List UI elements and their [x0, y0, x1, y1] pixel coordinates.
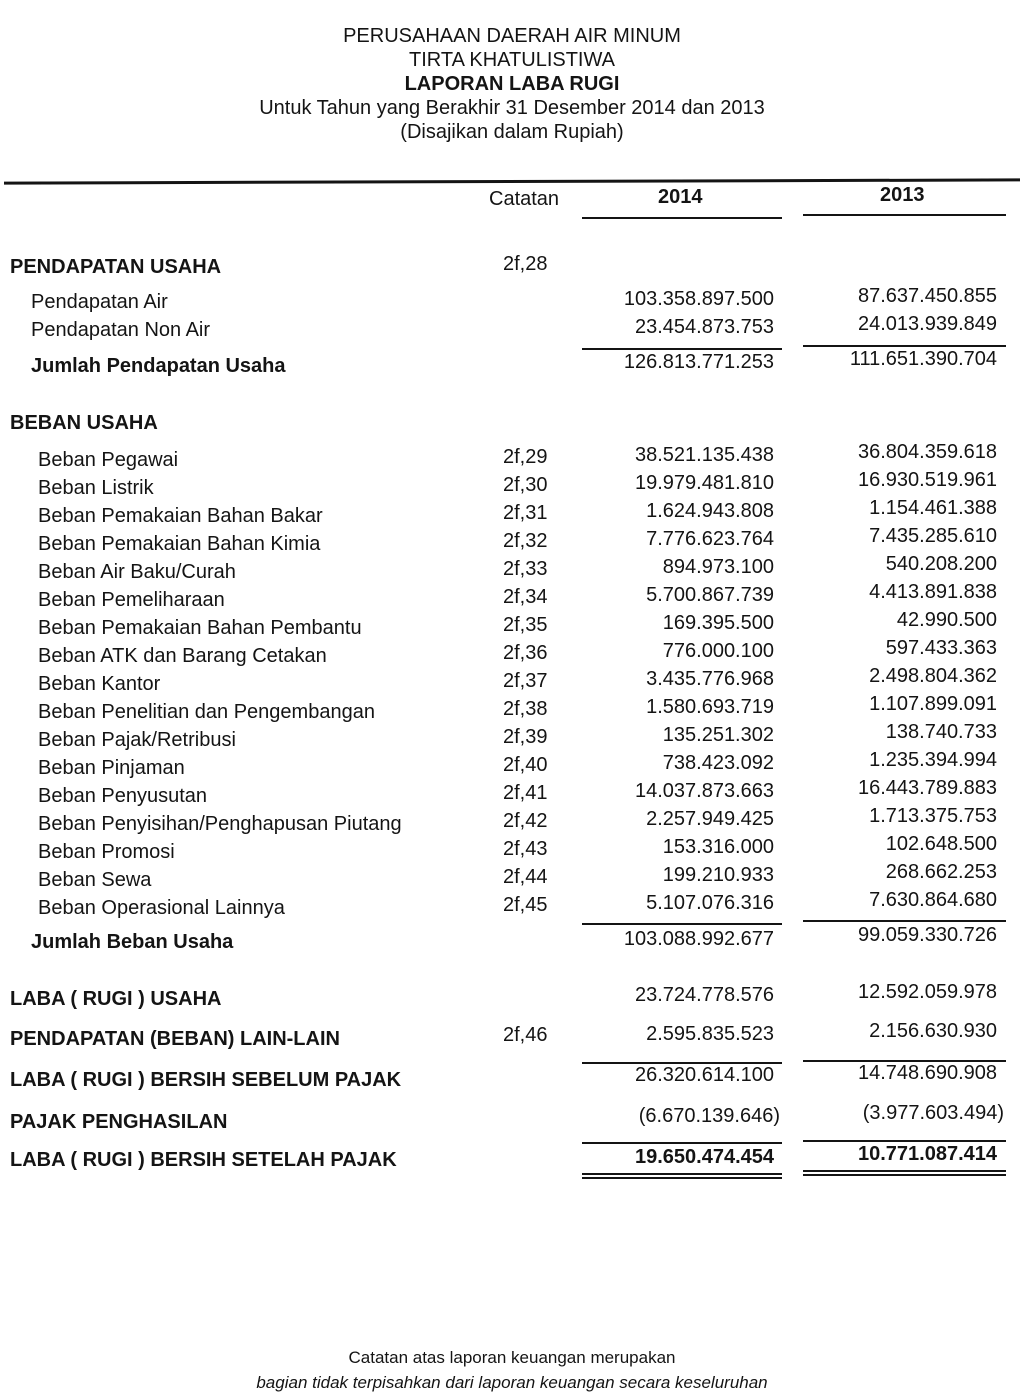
row-value-2014: 7.776.623.764	[646, 528, 774, 550]
row-note: 2f,30	[503, 474, 548, 496]
row-label: Beban Listrik	[38, 477, 154, 499]
report-currency: (Disajikan dalam Rupiah)	[400, 121, 624, 143]
sum-line-2013	[803, 920, 1006, 922]
row-value-2013: 1.713.375.753	[869, 805, 997, 827]
row-beban-item	[0, 581, 1024, 615]
row-value-2013: 42.990.500	[896, 609, 997, 631]
row-note: 2f,38	[503, 698, 548, 720]
column-header-2014: 2014	[658, 186, 703, 208]
row-value-2013: 99.059.330.726	[857, 924, 997, 946]
row-beban-item	[0, 693, 1024, 727]
row-value-2014: 5.700.867.739	[646, 584, 774, 606]
double-underline-2014	[582, 1173, 782, 1175]
row-value-2014: 14.037.873.663	[634, 780, 774, 802]
row-value-2013: 16.443.789.883	[857, 777, 997, 799]
row-note: 2f,28	[503, 253, 548, 275]
row-value-2013: 16.930.519.961	[857, 469, 997, 491]
row-note: 2f,40	[503, 754, 548, 776]
row-beban-item	[0, 525, 1024, 559]
row-value-2014: 103.358.897.500	[623, 288, 774, 310]
row-value-2013: 1.107.899.091	[869, 693, 997, 715]
row-label: Beban Pemakaian Bahan Kimia	[38, 533, 321, 555]
row-beban-item	[0, 609, 1024, 643]
row-label: Beban Kantor	[38, 673, 161, 695]
row-value-2013: 7.630.864.680	[869, 889, 997, 911]
report-header	[0, 24, 1024, 144]
row-label: Jumlah Pendapatan Usaha	[31, 355, 286, 377]
row-label: Beban Air Baku/Curah	[38, 561, 236, 583]
row-pajak-penghasilan	[0, 1102, 1024, 1137]
row-value-2013: (3.977.603.494)	[862, 1102, 1004, 1124]
row-label: PAJAK PENGHASILAN	[10, 1111, 228, 1133]
row-value-2013: 14.748.690.908	[857, 1062, 997, 1084]
row-note: 2f,33	[503, 558, 548, 580]
row-note: 2f,29	[503, 446, 548, 468]
row-note: 2f,43	[503, 838, 548, 860]
row-value-2013: 10.771.087.414	[857, 1143, 997, 1165]
row-value-2014: 1.624.943.808	[646, 500, 774, 522]
row-value-2013: 597.433.363	[885, 637, 997, 659]
report-period: Untuk Tahun yang Berakhir 31 Desember 2014 dan 2013	[259, 97, 765, 119]
row-value-2014: 3.435.776.968	[646, 668, 774, 690]
row-label: Beban Pemakaian Bahan Pembantu	[38, 617, 362, 639]
row-value-2014: 2.595.835.523	[646, 1023, 774, 1045]
section-beban-usaha	[0, 412, 1024, 438]
company-subname: TIRTA KHATULISTIWA	[409, 49, 615, 71]
row-note: 2f,31	[503, 502, 548, 524]
row-value-2013: 138.740.733	[885, 721, 997, 743]
column-header-note: Catatan	[489, 188, 560, 210]
row-label: PENDAPATAN (BEBAN) LAIN-LAIN	[10, 1028, 340, 1050]
footer-note-line1: Catatan atas laporan keuangan merupakan	[348, 1348, 676, 1367]
row-note: 2f,46	[503, 1024, 548, 1046]
row-value-2014: 776.000.100	[662, 640, 774, 662]
row-value-2014: 23.454.873.753	[634, 316, 774, 338]
row-value-2014: 5.107.076.316	[646, 892, 774, 914]
row-value-2013: 268.662.253	[885, 861, 997, 883]
row-value-2013: 2.498.804.362	[869, 665, 997, 687]
row-pendapatan-lain-lain	[0, 1020, 1024, 1054]
row-value-2014: 169.395.500	[662, 612, 774, 634]
row-value-2014: 19.979.481.810	[634, 472, 774, 494]
sum-line-2014	[582, 348, 782, 350]
company-name: PERUSAHAAN DAERAH AIR MINUM	[343, 25, 681, 47]
row-value-2014: 19.650.474.454	[634, 1146, 774, 1168]
row-laba-rugi-usaha	[0, 981, 1024, 1014]
row-label: Beban Pemakaian Bahan Bakar	[38, 505, 323, 527]
row-value-2014: 38.521.135.438	[634, 444, 774, 466]
row-label: PENDAPATAN USAHA	[10, 256, 222, 278]
row-label: Beban Sewa	[38, 869, 152, 891]
row-note: 2f,35	[503, 614, 548, 636]
double-underline-2014	[582, 1177, 782, 1179]
row-value-2013: 12.592.059.978	[857, 981, 997, 1003]
row-label: LABA ( RUGI ) BERSIH SETELAH PAJAK	[10, 1149, 397, 1171]
row-value-2014: 135.251.302	[662, 724, 774, 746]
row-value-2013: 111.651.390.704	[849, 348, 997, 370]
row-note: 2f,42	[503, 810, 548, 832]
double-underline-2013	[803, 1174, 1006, 1176]
sum-line-2014	[582, 1142, 782, 1144]
row-note: 2f,39	[503, 726, 548, 748]
row-value-2014: 23.724.778.576	[634, 984, 774, 1006]
column-underline-2013	[803, 214, 1006, 216]
row-label: Beban ATK dan Barang Cetakan	[38, 645, 327, 667]
sum-line-2013	[803, 345, 1006, 347]
row-note: 2f,44	[503, 866, 548, 888]
row-value-2014: 1.580.693.719	[646, 696, 774, 718]
row-value-2013: 2.156.630.930	[869, 1020, 997, 1042]
row-beban-item	[0, 805, 1024, 839]
footer-note-line2: bagian tidak terpisahkan dari laporan keuangan secara keseluruhan	[256, 1373, 768, 1392]
row-value-2013: 540.208.200	[885, 553, 997, 575]
row-label: Beban Pinjaman	[38, 757, 185, 779]
row-value-2014: 199.210.933	[662, 864, 774, 886]
row-note: 2f,34	[503, 586, 548, 608]
row-value-2014: 738.423.092	[662, 752, 774, 774]
section-pendapatan-usaha	[0, 253, 1024, 282]
row-label: Beban Penelitian dan Pengembangan	[38, 701, 375, 723]
row-jumlah-pendapatan-usaha	[0, 348, 1024, 381]
row-beban-item	[0, 833, 1024, 867]
double-underline-2013	[803, 1170, 1006, 1172]
row-note: 2f,36	[503, 642, 548, 664]
row-label: Beban Operasional Lainnya	[38, 897, 285, 919]
row-value-2013: 102.648.500	[885, 833, 997, 855]
row-label: Beban Pajak/Retribusi	[38, 729, 236, 751]
row-value-2013: 24.013.939.849	[857, 313, 997, 335]
row-label: Beban Penyusutan	[38, 785, 208, 807]
row-value-2014: 2.257.949.425	[646, 808, 774, 830]
row-note: 2f,32	[503, 530, 548, 552]
row-label: LABA ( RUGI ) USAHA	[10, 988, 222, 1010]
row-label: Beban Promosi	[38, 841, 175, 863]
row-value-2014: 103.088.992.677	[623, 928, 774, 950]
row-label: Pendapatan Air	[31, 291, 168, 313]
row-label: BEBAN USAHA	[10, 412, 158, 434]
row-value-2013: 1.154.461.388	[869, 497, 997, 519]
row-value-2013: 4.413.891.838	[869, 581, 997, 603]
row-label: Pendapatan Non Air	[31, 319, 211, 341]
row-value-2013: 36.804.359.618	[857, 441, 997, 463]
column-underline-2014	[582, 217, 782, 219]
row-value-2013: 7.435.285.610	[869, 525, 997, 547]
row-jumlah-beban-usaha	[0, 924, 1024, 957]
row-value-2013: 1.235.394.994	[869, 749, 997, 771]
row-value-2014: 894.973.100	[662, 556, 774, 578]
row-label: LABA ( RUGI ) BERSIH SEBELUM PAJAK	[10, 1069, 402, 1091]
row-value-2013: 87.637.450.855	[857, 285, 997, 307]
sum-line-2013	[803, 1140, 1006, 1142]
row-note: 2f,37	[503, 670, 548, 692]
row-label: Beban Pegawai	[38, 449, 179, 471]
row-label: Beban Pemeliharaan	[38, 589, 225, 611]
column-header-2013: 2013	[880, 184, 925, 206]
row-label: Jumlah Beban Usaha	[31, 931, 234, 953]
sum-line-2014	[582, 923, 782, 925]
row-label: Beban Penyisihan/Penghapusan Piutang	[38, 813, 402, 835]
row-value-2014: 126.813.771.253	[623, 351, 774, 373]
row-value-2014: (6.670.139.646)	[638, 1105, 780, 1127]
header-divider	[4, 178, 1020, 184]
row-pendapatan-non-air	[0, 313, 1024, 345]
row-note: 2f,45	[503, 894, 548, 916]
row-value-2014: 26.320.614.100	[634, 1064, 774, 1086]
report-title: LAPORAN LABA RUGI	[404, 73, 620, 95]
row-value-2014: 153.316.000	[662, 836, 774, 858]
row-note: 2f,41	[503, 782, 548, 804]
row-laba-sebelum-pajak	[0, 1062, 1024, 1095]
